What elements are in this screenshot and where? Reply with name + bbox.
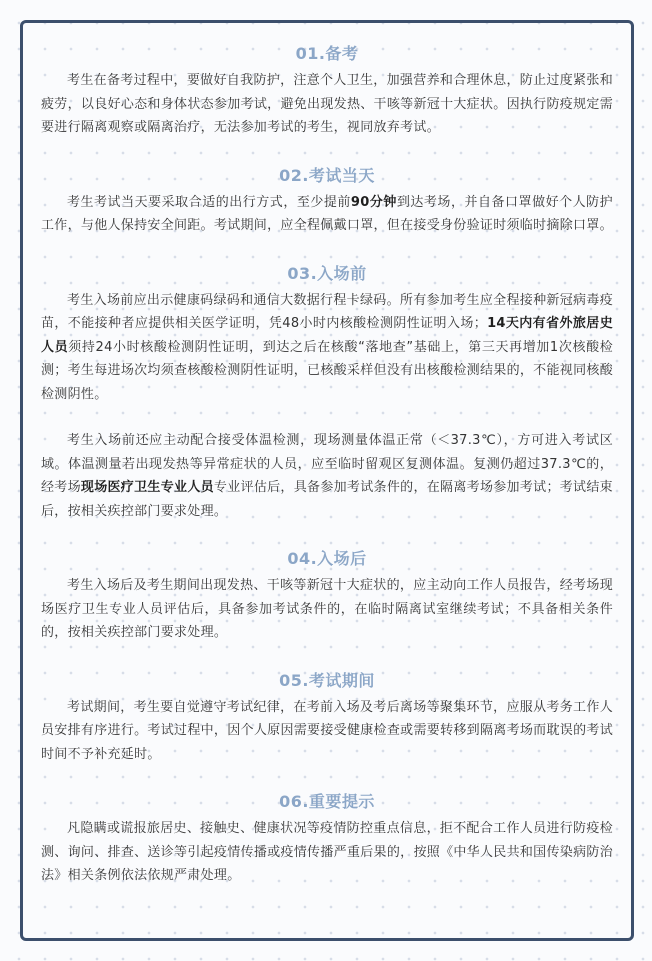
section-during-exam (41, 668, 613, 767)
paragraph-text: 考生入场前还应主动配合接受体温检测，现场测量体温正常（＜37.3℃），方可进入考试区域。体温测量若出现发热等异常症状的人员，应至临时留观区复测体温。复测仍超过37.3℃的，经考场 (41, 433, 613, 495)
paragraph-text: 考生考试当天要采取合适的出行方式，至少提前 (67, 194, 351, 210)
section-exam-day (41, 163, 613, 238)
section-important-notice (41, 789, 613, 888)
paragraph-text: 考生入场后及考生期间出现发热、干咳等新冠十大症状的，应主动向工作人员报告，经考场现场医疗卫生专业人员评估后，具备参加考试条件的，在临时隔离试室继续考试；不具备相关条件的，按相关疾控部门要求处理。 (41, 578, 613, 640)
section-paragraph (41, 429, 613, 523)
section-before-entry (41, 261, 613, 524)
notice-card (20, 20, 634, 941)
section-paragraph (41, 574, 613, 645)
paragraph-emphasis: 现场医疗卫生专业人员 (80, 480, 214, 495)
paragraph-text: 凡隐瞒或谎报旅居史、接触史、健康状况等疫情防控重点信息，拒不配合工作人员进行防疫检测、询问、排查、送诊等引起疫情传播或疫情传播严重后果的，按照《中华人民共和国传染病防治法》相关条例依法依规严肃处理。 (41, 821, 613, 883)
section-title: 03.入场前 (287, 263, 367, 283)
section-after-entry (41, 546, 613, 645)
section-paragraph (41, 696, 613, 767)
paragraph-text: 专业评估后，具备参加考试条件的，在隔离考场参加考试；考试结束后，按相关疾控部门要求处理。 (41, 480, 613, 519)
paragraph-text: 考生入场前应出示健康码绿码和通信大数据行程卡绿码。所有参加考生应全程接种新冠病毒疫苗，不能接种者应提供相关医学证明，凭48小时内核酸检测阴性证明入场； (41, 292, 613, 331)
paragraph-emphasis: 90分钟 (350, 194, 397, 210)
section-paragraph (41, 289, 613, 407)
section-title: 04.入场后 (287, 549, 367, 568)
paragraph-text: 考生在备考过程中，要做好自我防护，注意个人卫生，加强营养和合理休息，防止过度紧张和疲劳，以良好心态和身体状态参加考试，避免出现发热、干咳等新冠十大症状。因执行防疫规定需要进行隔离观察或隔离治疗，无法参加考试的考生，视同放弃考试。 (41, 73, 613, 135)
section-title: 01.备考 (295, 44, 359, 63)
section-paragraph (41, 817, 613, 888)
section-paragraph (41, 191, 613, 238)
section-title: 02.考试当天 (279, 165, 375, 185)
section-title: 05.考试期间 (279, 670, 375, 690)
paragraph-text: 到达考场，并自备口罩做好个人防护工作，与他人保持安全间距。考试期间，应全程佩戴口罩，但在接受身份验证时须临时摘除口罩。 (41, 194, 613, 233)
paragraph-text: 考试期间，考生要自觉遵守考试纪律，在考前入场及考后离场等聚集环节，应服从考务工作人员安排有序进行。考试过程中，因个人原因需要接受健康检查或需要转移到隔离考场而耽误的考试时间不予补充延时。 (41, 699, 613, 762)
section-paragraph (41, 69, 613, 140)
section-title: 06.重要提示 (279, 792, 375, 811)
paragraph-emphasis: 14天内有省外旅居史人员 (41, 316, 614, 355)
paragraph-text: 须持24小时核酸检测阴性证明，到达之后在核酸“落地查”基础上，第三天再增加1次核酸检测；考生每进场次均须查核酸检测阴性证明，已核酸采样但没有出核酸检测结果的，不能视同核酸检测阴性。 (41, 339, 613, 402)
section-exam-preparation (41, 41, 613, 140)
